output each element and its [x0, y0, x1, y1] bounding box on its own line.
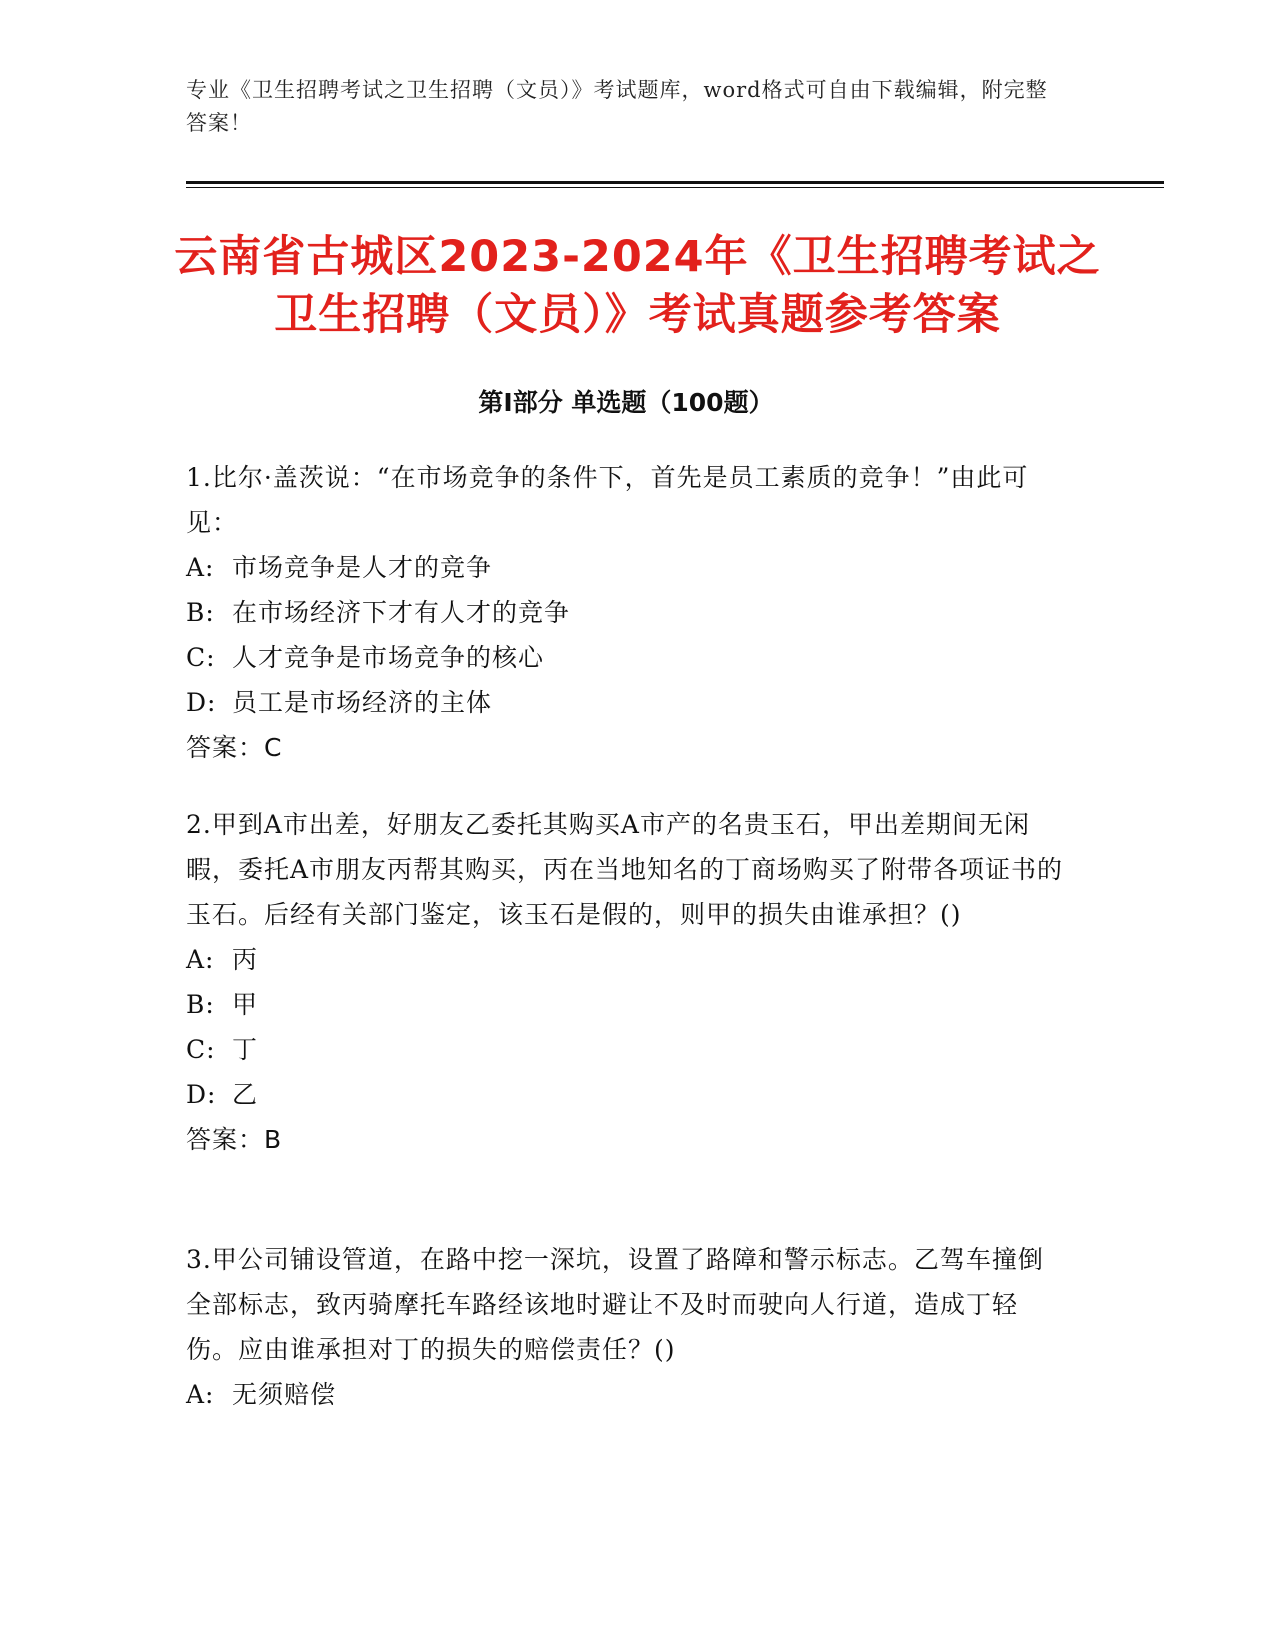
- document-title: 云南省古城区2023-2024年《卫生招聘考试之卫生招聘（文员）》考试真题参考答案: [174, 232, 1101, 340]
- option-letter: A:: [186, 1380, 215, 1409]
- option-text: 乙: [232, 1080, 259, 1109]
- option-b: [186, 590, 1066, 635]
- option-a: [186, 1372, 1066, 1417]
- option-text: 无须赔偿: [232, 1380, 337, 1409]
- option-letter: B:: [186, 598, 215, 627]
- section-title: 第Ⅰ部分 单选题（100题）: [478, 388, 774, 417]
- option-text: 人才竞争是市场竞争的核心: [232, 643, 545, 672]
- option-letter: D:: [186, 688, 217, 717]
- header-note: 专业《卫生招聘考试之卫生招聘（文员）》考试题库，word格式可自由下载编辑，附完整答案！: [186, 78, 1048, 135]
- header-divider-thick: [186, 181, 1164, 184]
- option-letter: B:: [186, 990, 215, 1019]
- option-letter: A:: [186, 945, 215, 974]
- question-stem: 1.比尔·盖茨说：“在市场竞争的条件下，首先是员工素质的竞争！”由此可见：: [186, 463, 1029, 537]
- question-3: [186, 1237, 1066, 1417]
- question-stem: 3.甲公司铺设管道，在路中挖一深坑，设置了路障和警示标志。乙驾车撞倒全部标志，致丙骑摩托车路经该地时避让不及时而驶向人行道，造成丁轻伤。应由谁承担对丁的损失的赔偿责任？(): [186, 1245, 1044, 1364]
- option-letter: D:: [186, 1080, 217, 1109]
- option-text: 在市场经济下才有人才的竞争: [232, 598, 571, 627]
- answer: 答案：C: [186, 733, 283, 762]
- option-a: [186, 545, 1066, 590]
- question-stem: 2.甲到A市出差，好朋友乙委托其购买A市产的名贵玉石，甲出差期间无闲暇，委托A市朋友丙帮其购买，丙在当地知名的丁商场购买了附带各项证书的玉石。后经有关部门鉴定，该玉石是假的，则甲的损失由谁承担？(): [186, 810, 1064, 929]
- option-c: [186, 635, 1066, 680]
- option-a: [186, 937, 1066, 982]
- option-text: 员工是市场经济的主体: [232, 688, 493, 717]
- option-text: 丙: [232, 945, 259, 974]
- option-d: [186, 1072, 1066, 1117]
- question-1: [186, 455, 1066, 770]
- option-letter: C:: [186, 643, 216, 672]
- option-text: 甲: [232, 990, 259, 1019]
- option-text: 市场竞争是人才的竞争: [232, 553, 493, 582]
- answer: 答案：B: [186, 1125, 283, 1154]
- option-text: 丁: [232, 1035, 259, 1064]
- option-b: [186, 982, 1066, 1027]
- option-c: [186, 1027, 1066, 1072]
- header-divider-thin: [186, 187, 1164, 188]
- question-2: [186, 802, 1066, 1162]
- option-letter: A:: [186, 553, 215, 582]
- option-d: [186, 680, 1066, 725]
- option-letter: C:: [186, 1035, 216, 1064]
